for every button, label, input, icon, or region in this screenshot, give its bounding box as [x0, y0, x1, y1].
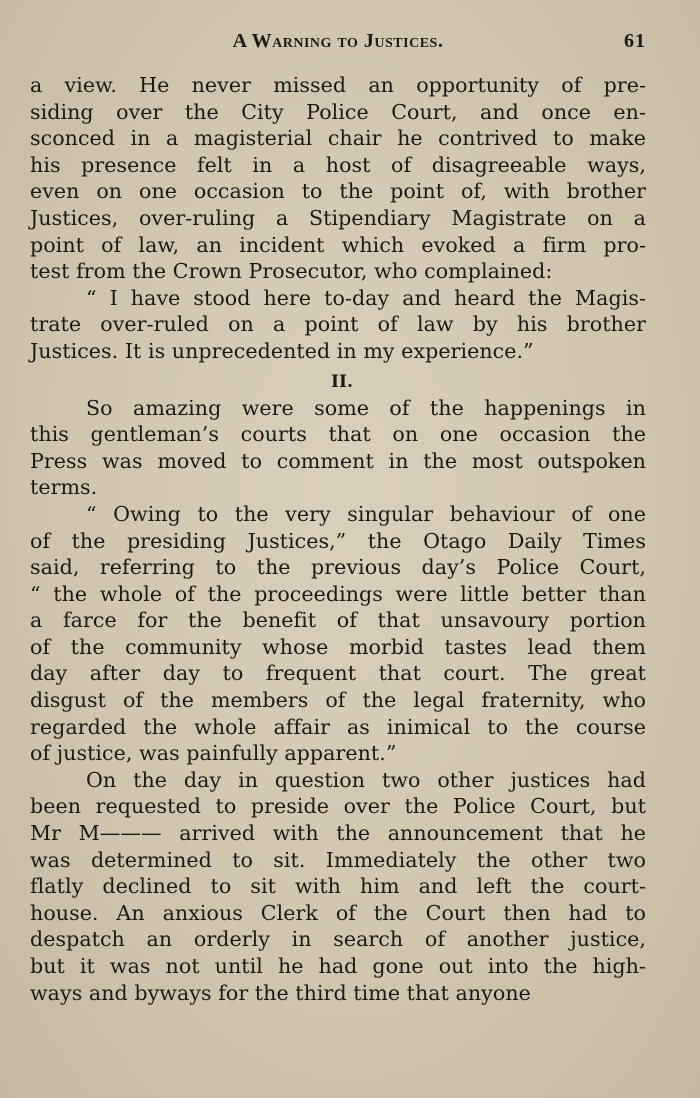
text-line: this gentleman’s courts that on one occasion the: [30, 422, 646, 447]
running-head: [30, 28, 646, 58]
text-line: but it was not until he had gone out into the high-: [30, 954, 646, 978]
text-line: Justices, over-ruling a Stipendiary Magistrate on a: [30, 205, 646, 230]
paragraph: [30, 72, 646, 285]
paragraph: [30, 501, 646, 767]
text-line: Mr M——— arrived with the announcement that he: [30, 821, 646, 846]
text-line: house. An anxious Clerk of the Court then had to: [30, 900, 646, 925]
text-line: was determined to sit. Immediately the other two: [30, 847, 646, 872]
text-line: of the community whose morbid tastes lead them: [30, 634, 646, 659]
text-line: trate over-ruled on a point of law by his brother: [30, 312, 646, 337]
text-line: sconced in a magisterial chair he contrived to make: [30, 126, 646, 151]
text-line: despatch an orderly in search of another justice,: [30, 927, 646, 952]
paragraph: [30, 767, 646, 1006]
text-line: “ the whole of the proceedings were little better than: [30, 581, 646, 606]
text-line: ways and byways for the third time that anyone: [30, 980, 531, 1005]
text-line: been requested to preside over the Police Court, but: [30, 794, 646, 819]
text-line: said, referring to the previous day’s Police Court,: [30, 555, 646, 580]
page-number: 61: [624, 30, 646, 52]
text-line: Press was moved to comment in the most outspoken: [30, 448, 646, 473]
text-line: point of law, an incident which evoked a firm pro-: [30, 232, 646, 257]
text-line: On the day in question two other justices had: [86, 767, 646, 792]
text-line: terms.: [30, 475, 98, 500]
text-line: So amazing were some of the happenings in: [86, 395, 646, 420]
running-title: A Warning to Justices.: [232, 30, 444, 52]
section-one: [30, 72, 646, 365]
text-line: his presence felt in a host of disagreeable ways,: [30, 152, 646, 177]
text-line: test from the Crown Prosecutor, who complained:: [30, 259, 553, 284]
text-line: regarded the whole affair as inimical to the course: [30, 714, 646, 739]
text-line: Justices. It is unprecedented in my experience.”: [30, 338, 534, 363]
text-line: day after day to frequent that court. The great: [30, 661, 646, 686]
section-two: [30, 395, 646, 1007]
paragraph: [30, 395, 646, 501]
text-line: siding over the City Police Court, and once en-: [30, 99, 646, 124]
text-line: even on one occasion to the point of, with brother: [30, 179, 646, 204]
text-line: of justice, was painfully apparent.”: [30, 741, 397, 766]
book-page: [30, 28, 646, 1006]
text-line: disgust of the members of the legal fraternity, who: [30, 688, 646, 713]
text-line: “ I have stood here to-day and heard the Magis-: [86, 285, 646, 310]
text-line: of the presiding Justices,” the Otago Daily Times: [30, 528, 646, 553]
text-line: a view. He never missed an opportunity of pre-: [30, 73, 646, 97]
text-line: a farce for the benefit of that unsavoury portion: [30, 608, 646, 633]
section-numeral: II.: [331, 371, 353, 392]
text-line: “ Owing to the very singular behaviour of one: [86, 501, 646, 526]
body-text: [30, 72, 646, 1006]
paragraph: [30, 285, 646, 365]
text-line: flatly declined to sit with him and left the court-: [30, 874, 646, 899]
